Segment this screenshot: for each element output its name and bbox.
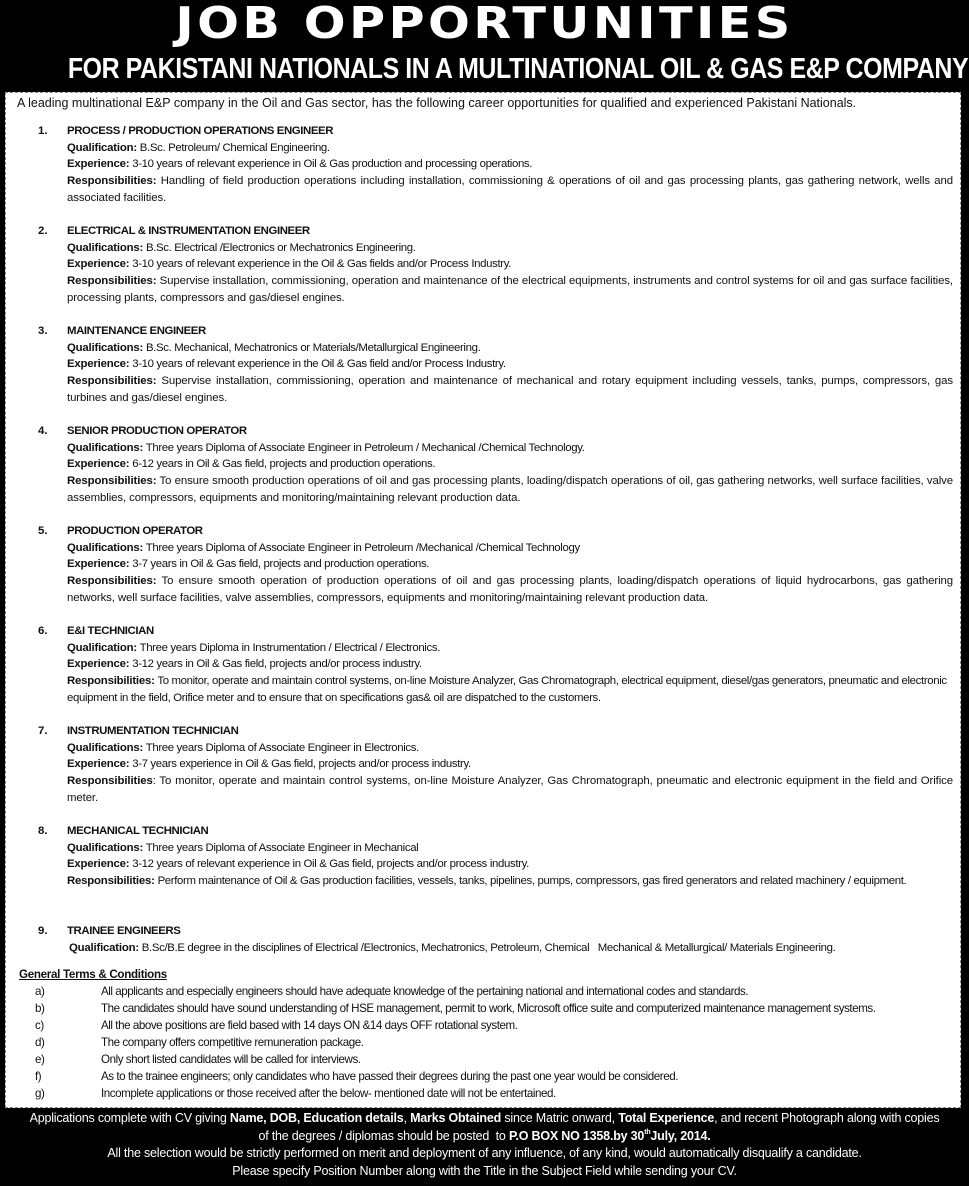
- terms-item: e) Only short listed candidates will be called for interviews.: [35, 1053, 361, 1066]
- job-experience: Experience: 3-10 years of relevant experience in Oil & Gas production and processing operations.: [67, 158, 533, 171]
- job-qualification: Qualifications: Three years Diploma of Associate Engineer in Mechanical: [67, 841, 419, 854]
- job-title: INSTRUMENTATION TECHNICIAN: [67, 725, 239, 737]
- page-subtitle: FOR PAKISTANI NATIONALS IN A MULTINATIONAL OIL & GAS E&P COMPANY: [67, 53, 969, 85]
- job-number: 7.: [38, 725, 48, 737]
- job-number: 2.: [38, 225, 48, 237]
- job-responsibilities: Responsibilities: To monitor, operate and maintain control systems, on-line Moisture Analyzer, Gas Chromatograph, pneumatic and electronic equipment in the field and Orifice meter.: [67, 775, 953, 804]
- header-banner: [0, 0, 969, 92]
- job-number: 5.: [38, 525, 48, 537]
- application-instructions: [0, 1110, 969, 1186]
- page-title: JOB OPPORTUNITIES: [175, 0, 794, 49]
- job-title: PRODUCTION OPERATOR: [67, 525, 203, 537]
- job-responsibilities: Responsibilities: Supervise installation, commissioning, operation and maintenance of the electrical equipments, instruments and control systems for oil and gas surface facilities, processing plants, compressors and gas/diesel engines.: [67, 275, 953, 304]
- job-title: PROCESS / PRODUCTION OPERATIONS ENGINEER: [67, 125, 334, 137]
- footer-line-1: Applications complete with CV giving Name, DOB, Education details, Marks Obtained since Matric onward, Total Experience, and recent Photograph along with copies: [29, 1111, 940, 1125]
- terms-item: f) As to the trainee engineers; only candidates who have passed their degrees during the past one year would be considered.: [35, 1070, 678, 1083]
- job-number: 3.: [38, 325, 48, 337]
- job-number: 6.: [38, 625, 48, 637]
- job-title: ELECTRICAL & INSTRUMENTATION ENGINEER: [67, 225, 310, 237]
- job-experience: Experience: 6-12 years in Oil & Gas field, projects and production operations.: [67, 458, 436, 471]
- job-responsibilities: Responsibilities: Perform maintenance of Oil & Gas production facilities, vessels, tanks, pipelines, pumps, compressors, gas fired generators and related machinery / equipment.: [67, 875, 907, 888]
- job-number: 9.: [38, 925, 48, 937]
- job-qualification: Qualifications: B.Sc. Electrical /Electronics or Mechatronics Engineering.: [67, 241, 416, 254]
- job-title: TRAINEE ENGINEERS: [67, 925, 181, 937]
- job-number: 4.: [38, 425, 48, 437]
- job-responsibilities: Responsibilities: Supervise installation, commissioning, operation and maintenance of mechanical and rotary equipment including vessels, tanks, pumps, compressors, gas turbines and gas/diesel engines.: [67, 375, 953, 404]
- job-qualification: Qualification: B.Sc. Petroleum/ Chemical Engineering.: [67, 141, 330, 154]
- terms-item: d) The company offers competitive remuneration package.: [35, 1036, 364, 1049]
- job-qualification: Qualifications: Three years Diploma of Associate Engineer in Electronics.: [67, 741, 419, 754]
- job-title: MAINTENANCE ENGINEER: [67, 325, 206, 337]
- job-responsibilities: Responsibilities: To ensure smooth production operations of oil and gas processing plants, loading/dispatch operations of oil, gas gathering networks, well surface facilities, valve assemblies, compressors, equipments and monitoring/maintaining relevant production data.: [67, 475, 953, 504]
- job-experience: Experience: 3-10 years of relevant experience in the Oil & Gas field and/or Process Industry.: [67, 358, 506, 371]
- job-experience: Experience: 3-7 years in Oil & Gas field, projects and production operations.: [67, 558, 430, 571]
- job-title: MECHANICAL TECHNICIAN: [67, 825, 209, 837]
- job-responsibilities: Responsibilities: To ensure smooth operation of production operations of oil and gas processing plants, loading/dispatch operations of liquid hydrocarbons, gas gathering networks, well surface facilities, valve assemblies, compressors, equipments and monitoring/maintaining relevant production data.: [67, 575, 953, 604]
- job-qualification: Qualifications: Three years Diploma of Associate Engineer in Petroleum /Mechanical /Chemical Technology: [67, 541, 580, 554]
- intro-text: A leading multinational E&P company in the Oil and Gas sector, has the following career opportunities for qualified and experienced Pakistani Nationals.: [17, 96, 857, 110]
- job-experience: Experience: 3-12 years of relevant experience in Oil & Gas field, projects and/or process industry.: [67, 858, 529, 871]
- job-responsibilities: Responsibilities: Handling of field production operations including installation, commissioning & operations of oil and gas processing plants, gas gathering network, wells and associated facilities.: [67, 175, 953, 204]
- job-title: SENIOR PRODUCTION OPERATOR: [67, 425, 247, 437]
- job-responsibilities: Responsibilities: To monitor, operate and maintain control systems, on-line Moisture Analyzer, Gas Chromatograph, electrical equipment, diesel/gas generators, pneumatic and electronic equipment in the field, Orifice meter and to ensure that on specifications gas& oil are dispatched to the customers.: [67, 675, 947, 704]
- terms-item: a) All applicants and especially engineers should have adequate knowledge of the pertaining national and international codes and standards.: [35, 985, 749, 998]
- job-number: 8.: [38, 825, 48, 837]
- footer-line-2: of the degrees / diplomas should be posted to P.O BOX NO 1358.by 30thJuly, 2014.: [258, 1128, 711, 1143]
- content-panel: [5, 92, 961, 1108]
- terms-section: [19, 966, 954, 1102]
- job-experience: Experience: 3-7 years experience in Oil & Gas field, projects and/or process industry.: [67, 758, 471, 771]
- terms-item: g) Incomplete applications or those received after the below- mentioned date will not be entertained.: [35, 1087, 556, 1100]
- terms-heading: General Terms & Conditions: [19, 968, 167, 981]
- footer-line-3: All the selection would be strictly performed on merit and deployment of any influence, of any kind, would automatically disqualify a candidate.: [107, 1146, 862, 1160]
- po-box-deadline: P.O BOX NO 1358.by 30thJuly, 2014.: [508, 1128, 711, 1143]
- job-experience: Experience: 3-12 years in Oil & Gas field, projects and/or process industry.: [67, 658, 422, 671]
- job-title: E&I TECHNICIAN: [67, 625, 154, 637]
- job-number: 1.: [38, 125, 48, 137]
- job-qualification: Qualification: Three years Diploma in Instrumentation / Electrical / Electronics.: [67, 641, 440, 654]
- job-qualification: Qualification: B.Sc/B.E degree in the disciplines of Electrical /Electronics, Mechatronics, Petroleum, Chemical Mechanical & Metallurgical/ Materials Engineering.: [69, 941, 836, 954]
- job-qualification: Qualifications: Three years Diploma of Associate Engineer in Petroleum / Mechanical /Chemical Technology.: [67, 441, 585, 454]
- footer-line-4: Please specify Position Number along with the Title in the Subject Field while sending your CV.: [232, 1163, 737, 1178]
- terms-item: c) All the above positions are field based with 14 days ON &14 days OFF rotational system.: [35, 1019, 518, 1032]
- job-experience: Experience: 3-10 years of relevant experience in the Oil & Gas fields and/or Process Industry.: [67, 258, 512, 271]
- terms-item: b) The candidates should have sound understanding of HSE management, permit to work, Microsoft office suite and computerized maintenance management systems.: [35, 1002, 876, 1015]
- job-qualification: Qualifications: B.Sc. Mechanical, Mechatronics or Materials/Metallurgical Engineering.: [67, 341, 481, 354]
